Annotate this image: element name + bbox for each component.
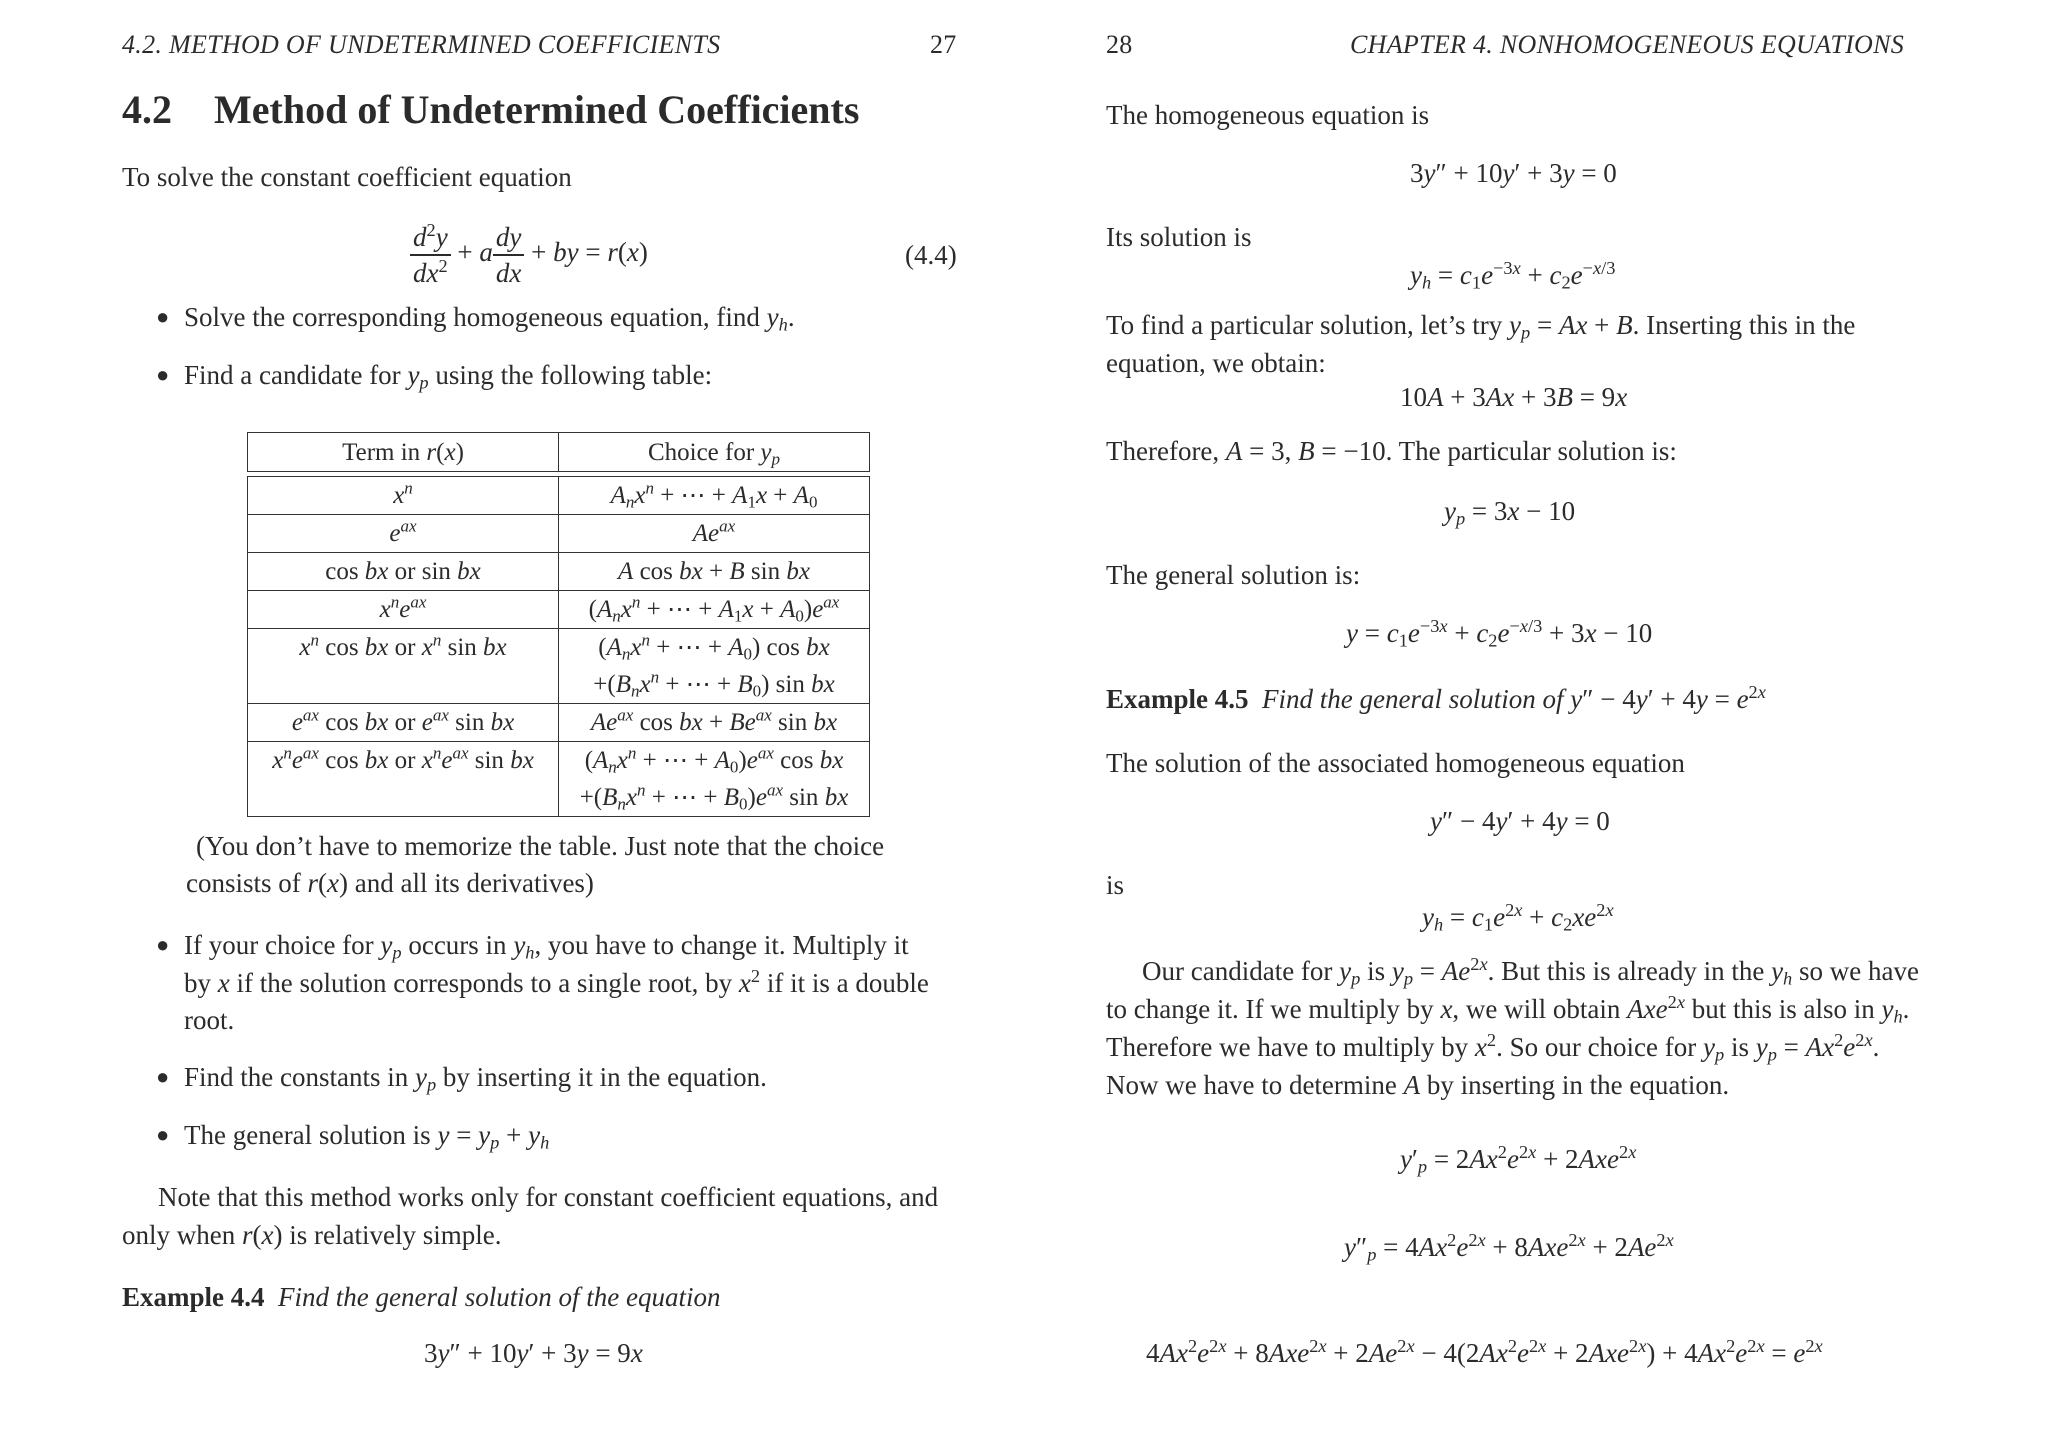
note-line-1: Note that this method works only for constant coefficient equations, and bbox=[158, 1182, 939, 1212]
table-note-line-1: (You don’t have to memorize the table. Just note that the choice bbox=[196, 831, 885, 861]
bullet-dot: ● bbox=[156, 362, 170, 387]
running-head: 4.2. METHOD OF UNDETERMINED COEFFICIENTS bbox=[122, 30, 721, 59]
bullet-dot: ● bbox=[156, 932, 170, 957]
bullet-dot: ● bbox=[156, 1064, 170, 1089]
table-row: $e^{ax}$ cos bx or $e^{ax}$ sin bx $Ae^{ax}$ cos bx + $Be^{ax}$ sin bx bbox=[248, 704, 870, 742]
associated-homogeneous-equation: y″ − 4y′ + 4y = 0 bbox=[1430, 806, 1610, 836]
homogeneous-solution: $y_h = c_1e^{-3x} + c_2e^{-x/3}$ bbox=[1410, 257, 1616, 293]
page-number: 28 bbox=[1106, 30, 1133, 59]
homogeneous-solution-2: $y_h = c_1e^{2x} + c_2xe^{2x}$ bbox=[1422, 899, 1614, 935]
example-4-4: Example 4.4 Find the general solution of the equation bbox=[122, 1282, 721, 1312]
note-line-2: only when r(x) is relatively simple. bbox=[122, 1220, 502, 1250]
intro-text: To solve the constant coefficient equation bbox=[122, 162, 572, 192]
paragraph-line: To find a particular solution, let’s try $y_p = Ax + B$. Inserting this in the bbox=[1106, 310, 1856, 343]
paragraph: is bbox=[1106, 870, 1125, 900]
coefficients-table bbox=[247, 432, 870, 817]
second-derivative: $y''_p = 4Ax^2e^{2x} + 8Axe^{2x} + 2Ae^{2x}$ bbox=[1344, 1229, 1674, 1265]
substitution-equation: $4Ax^2e^{2x} + 8Axe^{2x} + 2Ae^{2x} - 4(2Ax^2e^{2x} + 2Axe^{2x}) + 4Ax^2e^{2x} = e^{2x}$ bbox=[1146, 1335, 1823, 1368]
bullet-5: ● The general solution is $y = y_p + y_h$ bbox=[158, 1116, 549, 1154]
table-note-line-2: consists of r(x) and all its derivatives) bbox=[186, 868, 594, 898]
homogeneous-equation: 3y″ + 10y′ + 3y = 0 bbox=[1410, 158, 1617, 188]
bullet-1: ● Solve the corresponding homogeneous equation, find $y_h$. bbox=[158, 298, 795, 336]
bullet-2: ● Find a candidate for $y_p$ using the following table: bbox=[158, 356, 712, 394]
table-row: $e^{ax}$ $Ae^{ax}$ bbox=[248, 515, 870, 553]
right-page bbox=[1024, 0, 2048, 1448]
table-header-choice: Choice for $y_p$ bbox=[559, 433, 870, 472]
table-row: $x^ne^{ax}$ ($A_nx^n$ + ⋯ + $A_1x + A_0)e^{ax}$ bbox=[248, 591, 870, 629]
section-heading bbox=[122, 86, 859, 133]
paragraph-line: to change it. If we multiply by x, we will obtain Axe$^{2x}$ but this is also in $y_h$. bbox=[1106, 991, 1910, 1027]
paragraph: The general solution is: bbox=[1106, 560, 1361, 590]
table-row: cos bx or sin bx A cos bx + B sin bx bbox=[248, 553, 870, 591]
page-number: 27 bbox=[930, 30, 957, 59]
table-header-row bbox=[248, 433, 870, 472]
table-header-term: Term in r(x) bbox=[248, 433, 559, 472]
paragraph-line: Our candidate for $y_p$ is $y_p = Ae^{2x}$. But this is already in the $y_h$ so we have bbox=[1142, 953, 1919, 989]
table-row: $x^n$ $A_nx^n$ + ⋯ + $A_1x + A_0$ bbox=[248, 477, 870, 515]
bullet-4: ● Find the constants in $y_p$ by inserting it in the equation. bbox=[158, 1058, 767, 1096]
bullet-3-line-2: by x if the solution corresponds to a single root, by $x^2$ if it is a double bbox=[184, 965, 929, 998]
paragraph: Its solution is bbox=[1106, 222, 1252, 252]
table-row-continuation: $+(B_nx^n$ + ⋯ + $B_0$) sin bx bbox=[248, 666, 870, 704]
table-row: $x^ne^{ax}$ cos bx or $x^ne^{ax}$ sin bx ($A_nx^n$ + ⋯ + $A_0)e^{ax}$ cos bx bbox=[248, 742, 870, 780]
bullet-3: ● If your choice for $y_p$ occurs in $y_h$, you have to change it. Multiply it bbox=[158, 926, 909, 964]
paragraph: The solution of the associated homogeneous equation bbox=[1106, 748, 1685, 778]
general-solution: $y = c_1e^{-3x} + c_2e^{-x/3} + 3x - 10$ bbox=[1346, 615, 1653, 651]
bullet-3-line-3: root. bbox=[184, 1005, 235, 1035]
paragraph-line: equation, we obtain: bbox=[1106, 348, 1326, 378]
example-4-4-equation: 3y″ + 10y′ + 3y = 9x bbox=[424, 1338, 643, 1368]
equation-4-4: $\frac{d^2y}{dx^2}$ + a $\frac{dy}{dx}$ + by = r(x) bbox=[410, 220, 648, 290]
example-4-5: Example 4.5 Find the general solution of $y'' - 4y' + 4y = e^{2x}$ bbox=[1106, 681, 1766, 714]
table-row: $x^n$ cos bx or $x^n$ sin bx ($A_nx^n$ + ⋯ + $A_0$) cos bx bbox=[248, 629, 870, 667]
paragraph-line: Therefore we have to multiply by $x^2$. So our choice for $y_p$ is $y_p = Ax^2e^{2x}$. bbox=[1106, 1029, 1880, 1065]
section-title: Method of Undetermined Coefficients bbox=[214, 87, 860, 132]
bullet-dot: ● bbox=[156, 304, 170, 329]
first-derivative: $y'_p = 2Ax^2e^{2x} + 2Axe^{2x}$ bbox=[1400, 1141, 1637, 1177]
table-row-continuation: $+(B_nx^n$ + ⋯ + $B_0)e^{ax}$ sin bx bbox=[248, 779, 870, 817]
bullet-dot: ● bbox=[156, 1122, 170, 1147]
particular-equation: 10A + 3Ax + 3B = 9x bbox=[1400, 382, 1628, 412]
equation-label: (4.4) bbox=[905, 240, 957, 270]
paragraph-line: Now we have to determine A by inserting in the equation. bbox=[1106, 1070, 1730, 1100]
running-head: CHAPTER 4. NONHOMOGENEOUS EQUATIONS bbox=[1350, 30, 1905, 59]
section-number: 4.2 bbox=[122, 87, 172, 132]
particular-solution: $y_p = 3x - 10$ bbox=[1444, 496, 1576, 529]
paragraph: Therefore, A = 3, B = −10. The particular solution is: bbox=[1106, 436, 1677, 466]
paragraph: The homogeneous equation is bbox=[1106, 100, 1430, 130]
